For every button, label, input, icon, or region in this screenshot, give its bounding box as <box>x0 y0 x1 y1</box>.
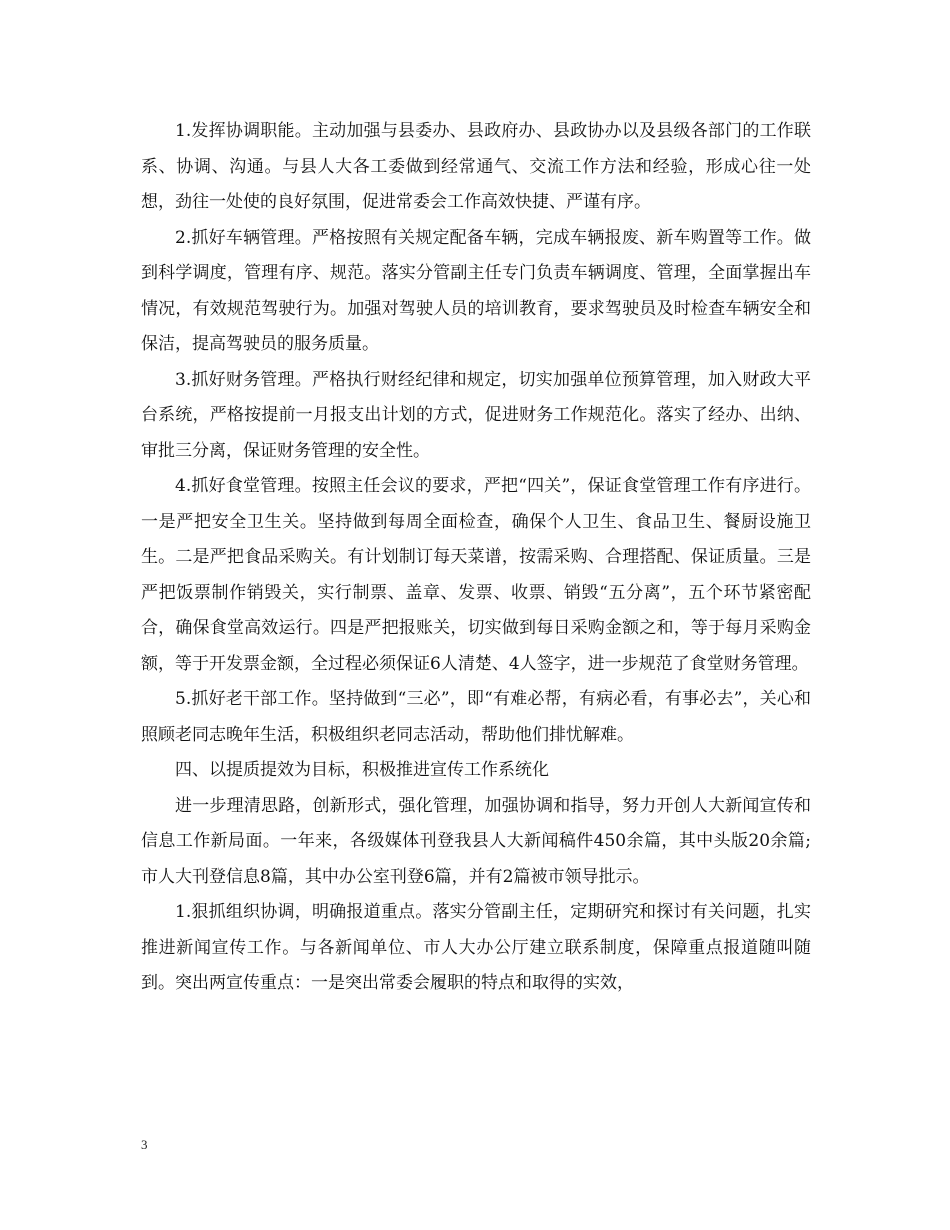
paragraph-vehicle-management: 2.抓好车辆管理。严格按照有关规定配备车辆，完成车辆报废、新车购置等工作。做到科学调度，管理有序、规范。落实分管副主任专门负责车辆调度、管理，全面掌握出车情况，有效规范驾驶行为。加强对驾驶人员的培训教育，要求驾驶员及时检查车辆安全和保洁，提高驾驶员的服务质量。 <box>141 227 811 354</box>
page-number: 3 <box>141 1137 148 1152</box>
paragraph-retired-cadres: 5.抓好老干部工作。坚持做到“三必”，即“有难必帮，有病必看，有事必去”，关心和照顾老同志晚年生活，积极组织老同志活动，帮助他们排忧解难。 <box>141 689 811 745</box>
document-body <box>141 114 811 1002</box>
paragraph-finance-management: 3.抓好财务管理。严格执行财经纪律和规定，切实加强单位预算管理，加入财政大平台系统，严格按提前一月报支出计划的方式，促进财务工作规范化。落实了经办、出纳、审批三分离，保证财务管理的安全性。 <box>141 369 811 461</box>
paragraph-organization-coordination: 1.狠抓组织协调，明确报道重点。落实分管副主任，定期研究和探讨有关问题，扎实推进新闻宣传工作。与各新闻单位、市人大办公厅建立联系制度，保障重点报道随叫随到。突出两宣传重点：一是突出常委会履职的特点和取得的实效， <box>141 902 811 993</box>
section-heading-publicity: 四、以提质提效为目标，积极推进宣传工作系统化 <box>175 760 549 780</box>
paragraph-canteen-management: 4.抓好食堂管理。按照主任会议的要求，严把“四关”，保证食堂管理工作有序进行。一是严把安全卫生关。坚持做到每周全面检查，确保个人卫生、食品卫生、餐厨设施卫生。二是严把食品采购关。有计划制订每天菜谱，按需采购、合理搭配、保证质量。三是严把饭票制作销毁关，实行制票、盖章、发票、收票、销毁“五分离”，五个环节紧密配合，确保食堂高效运行。四是严把报账关，切实做到每日采购金额之和，等于每月采购金额，等于开发票金额，全过程必须保证6人清楚、4人签字，进一步规范了食堂财务管理。 <box>141 476 811 674</box>
paragraph-publicity-overview: 进一步理清思路，创新形式，强化管理，加强协调和指导，努力开创人大新闻宣传和信息工作新局面。一年来，各级媒体刊登我县人大新闻稿件450余篇，其中头版20余篇;市人大刊登信息8篇，其中办公室刊登6篇，并有2篇被市领导批示。 <box>141 795 811 887</box>
paragraph-coordination: 1.发挥协调职能。主动加强与县委办、县政府办、县政协办以及县级各部门的工作联系、协调、沟通。与县人大各工委做到经常通气、交流工作方法和经验，形成心往一处想，劲往一处使的良好氛围，促进常委会工作高效快捷、严谨有序。 <box>141 121 811 212</box>
